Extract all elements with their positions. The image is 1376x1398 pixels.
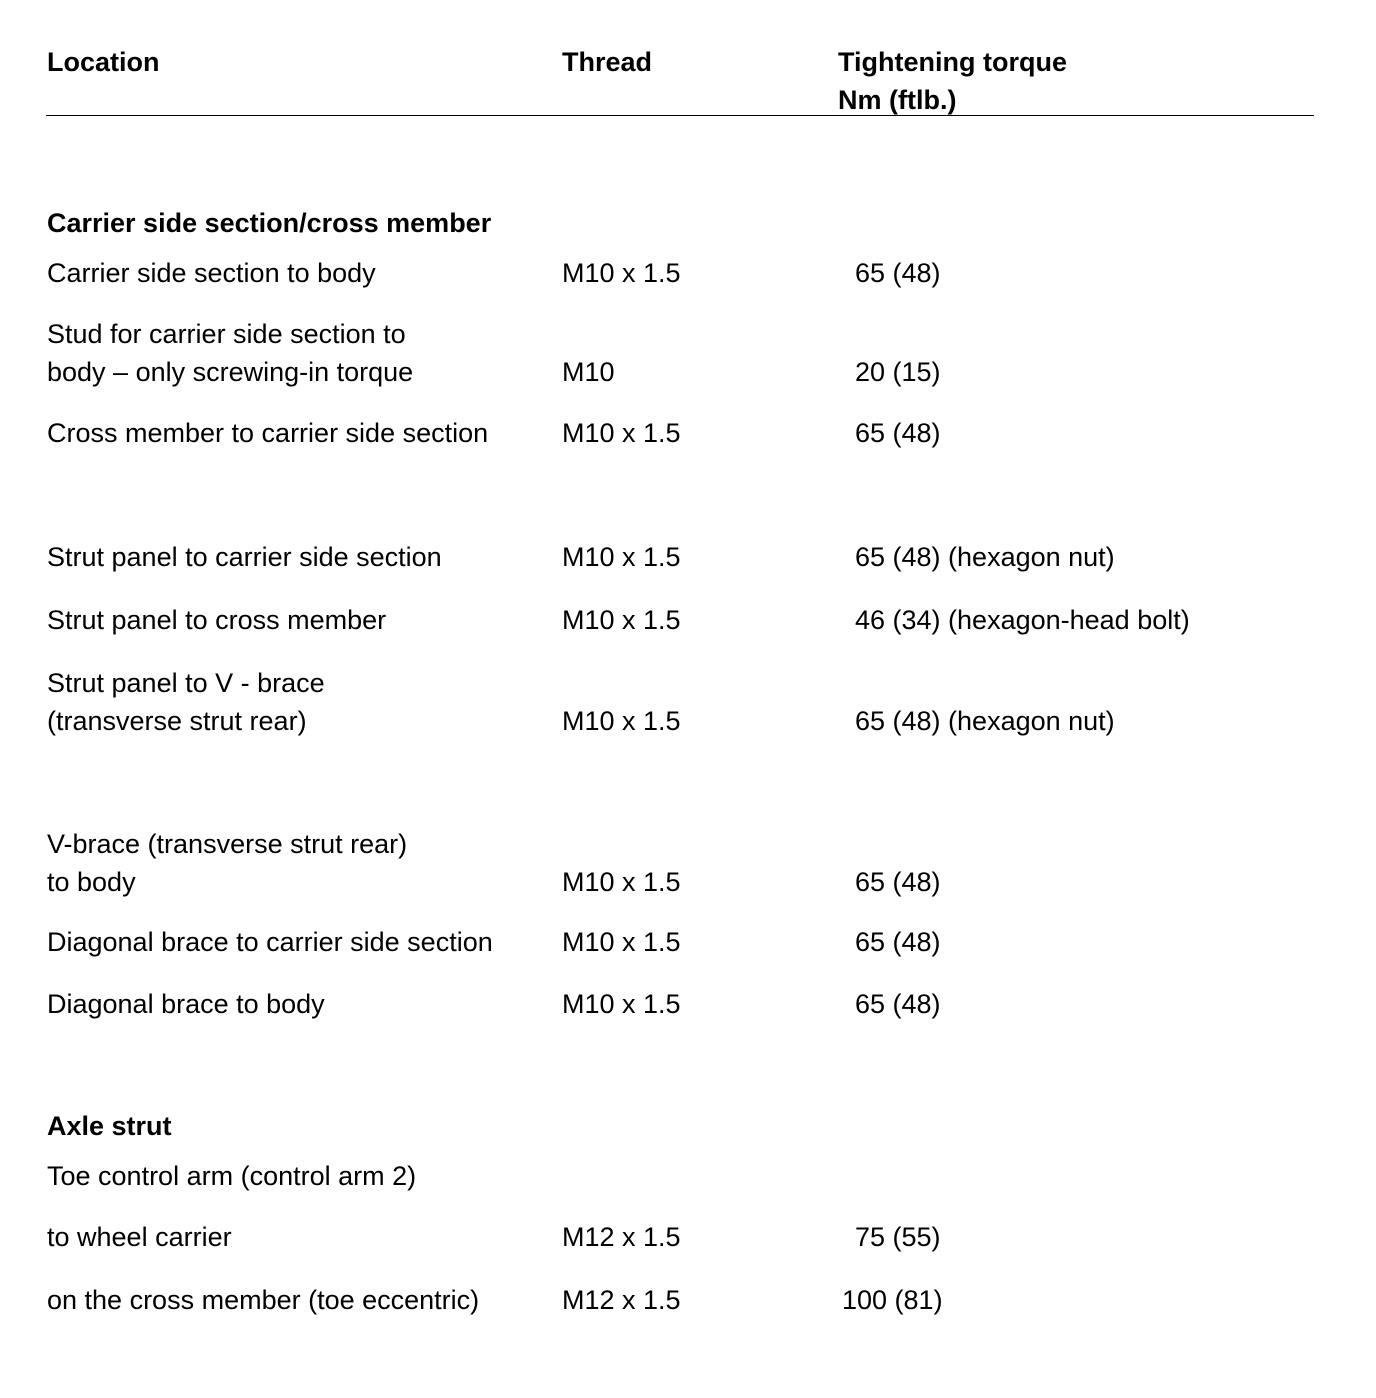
row-thread: M10 x 1.5: [562, 927, 681, 957]
row-location: Stud for carrier side section to: [47, 319, 406, 349]
row-thread: M10 x 1.5: [562, 258, 681, 288]
row-thread: M10 x 1.5: [562, 867, 681, 897]
header-divider: [46, 115, 1314, 116]
header-thread: Thread: [562, 47, 653, 77]
row-torque: 65 (48) (hexagon nut): [855, 542, 1115, 572]
row-thread: M12 x 1.5: [562, 1222, 681, 1252]
row-location: to wheel carrier: [47, 1222, 232, 1252]
section-title: Axle strut: [47, 1111, 172, 1141]
row-location: Diagonal brace to body: [47, 989, 325, 1019]
row-torque: 65 (48): [855, 258, 941, 288]
row-location: Diagonal brace to carrier side section: [47, 927, 493, 957]
row-location-line2: (transverse strut rear): [47, 706, 307, 736]
row-thread: M10 x 1.5: [562, 542, 681, 572]
row-torque: 46 (34) (hexagon-head bolt): [855, 605, 1190, 635]
row-location: Toe control arm (control arm 2): [47, 1161, 417, 1191]
row-torque: 20 (15): [855, 357, 941, 387]
row-location: on the cross member (toe eccentric): [47, 1285, 480, 1315]
header-torque-line2: Nm (ftlb.): [838, 85, 957, 115]
row-location: Strut panel to V - brace: [47, 668, 325, 698]
row-thread: M10 x 1.5: [562, 605, 681, 635]
row-location-line2: body – only screwing-in torque: [47, 357, 414, 387]
row-location: Strut panel to carrier side section: [47, 542, 442, 572]
row-torque: 65 (48): [855, 418, 941, 448]
row-thread: M10 x 1.5: [562, 989, 681, 1019]
row-location-line2: to body: [47, 867, 136, 897]
row-thread: M12 x 1.5: [562, 1285, 681, 1315]
row-thread: M10 x 1.5: [562, 418, 681, 448]
header-location: Location: [47, 47, 160, 77]
row-location: Carrier side section to body: [47, 258, 376, 288]
row-location: Cross member to carrier side section: [47, 418, 489, 448]
row-torque: 65 (48) (hexagon nut): [855, 706, 1115, 736]
row-torque: 65 (48): [855, 989, 941, 1019]
row-torque: 75 (55): [855, 1222, 941, 1252]
header-torque-line1: Tightening torque: [838, 47, 1067, 77]
row-thread: M10: [562, 357, 615, 387]
row-torque: 100 (81): [842, 1285, 943, 1315]
row-thread: M10 x 1.5: [562, 706, 681, 736]
row-location: V-brace (transverse strut rear): [47, 829, 408, 859]
row-torque: 65 (48): [855, 867, 941, 897]
section-title: Carrier side section/cross member: [47, 208, 492, 238]
row-location: Strut panel to cross member: [47, 605, 387, 635]
row-torque: 65 (48): [855, 927, 941, 957]
